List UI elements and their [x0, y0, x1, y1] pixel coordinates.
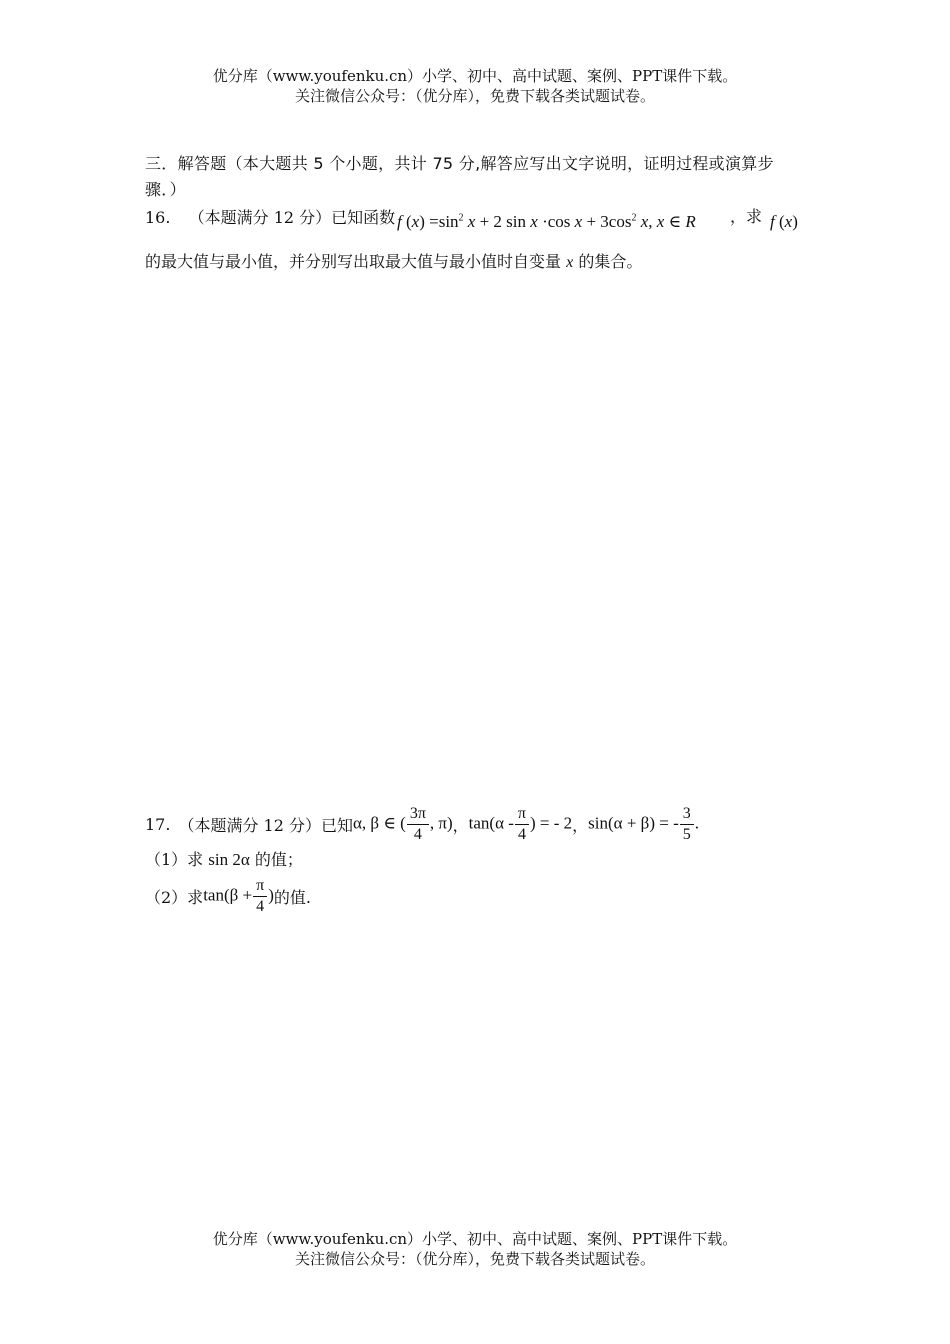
q17-separator-1: ，: [452, 815, 469, 835]
q16-ask: ，求: [730, 207, 763, 226]
q17-part-1-expression: sin 2α: [208, 850, 250, 869]
header-line-1: 优分库（www.youfenku.cn）小学、初中、高中试题、案例、PPT课件下载。: [212, 67, 738, 85]
page-header: [0, 66, 950, 106]
q17-part-2: [145, 874, 311, 918]
q17-part-2-label: （2）求: [145, 887, 204, 907]
q16-prefix: （本题满分 12 分）已知函数: [188, 208, 396, 227]
q17-number: 17.: [145, 814, 171, 834]
q17-condition-1: α, β ∈ ( $\frac{3\pi}{4}$ , π): [353, 804, 453, 843]
q16-formula: f $(x) =\sin^2$ x + 2 sin x ·cos $x + 3\cos^2$ x, x ∈ R: [397, 212, 696, 231]
q16-line-2-text-b: 的集合。: [578, 252, 643, 271]
q17-part-2-expression: tan(β + $\frac{\pi}{4}$ ): [203, 876, 274, 915]
q16-line-1: [145, 205, 395, 228]
section-title-line-2: 骤．）: [145, 180, 186, 199]
footer-line-2: 关注微信公众号：（优分库），免费下载各类试题试卷。: [294, 1250, 655, 1268]
q17-part-2-tail: 的值.: [273, 887, 311, 907]
q17-part-1-label: （1）求: [145, 850, 204, 869]
q16-number: 16.: [145, 208, 171, 227]
q17-condition-2: tan(α - $\frac{\pi}{4}$ ) = - 2: [468, 804, 573, 843]
q17-prefix: （本题满分 12 分）已知: [178, 815, 353, 835]
q17-separator-2: ，: [572, 815, 589, 835]
q16-fx: f (x): [770, 212, 798, 231]
q16-line-2: [145, 249, 642, 272]
q17-line-1: [145, 802, 699, 846]
page-footer: [0, 1229, 950, 1269]
section-title-line-1: 三．解答题（本大题共 5 个小题，共计 75 分,解答应写出文字说明，证明过程或演算步: [145, 154, 774, 173]
q16-variable-x: x: [566, 254, 574, 271]
q16-line-2-text-a: 的最大值与最小值，并分别写出取最大值与最小值时自变量: [145, 252, 562, 271]
q17-condition-3: sin(α + β) = - $\frac{3}{5}$ .: [588, 804, 699, 843]
header-line-2: 关注微信公众号：（优分库），免费下载各类试题试卷。: [294, 87, 655, 105]
footer-line-1: 优分库（www.youfenku.cn）小学、初中、高中试题、案例、PPT课件下载。: [212, 1230, 738, 1248]
q17-part-1: [145, 847, 303, 870]
q17-part-1-tail: 的值；: [254, 850, 303, 869]
